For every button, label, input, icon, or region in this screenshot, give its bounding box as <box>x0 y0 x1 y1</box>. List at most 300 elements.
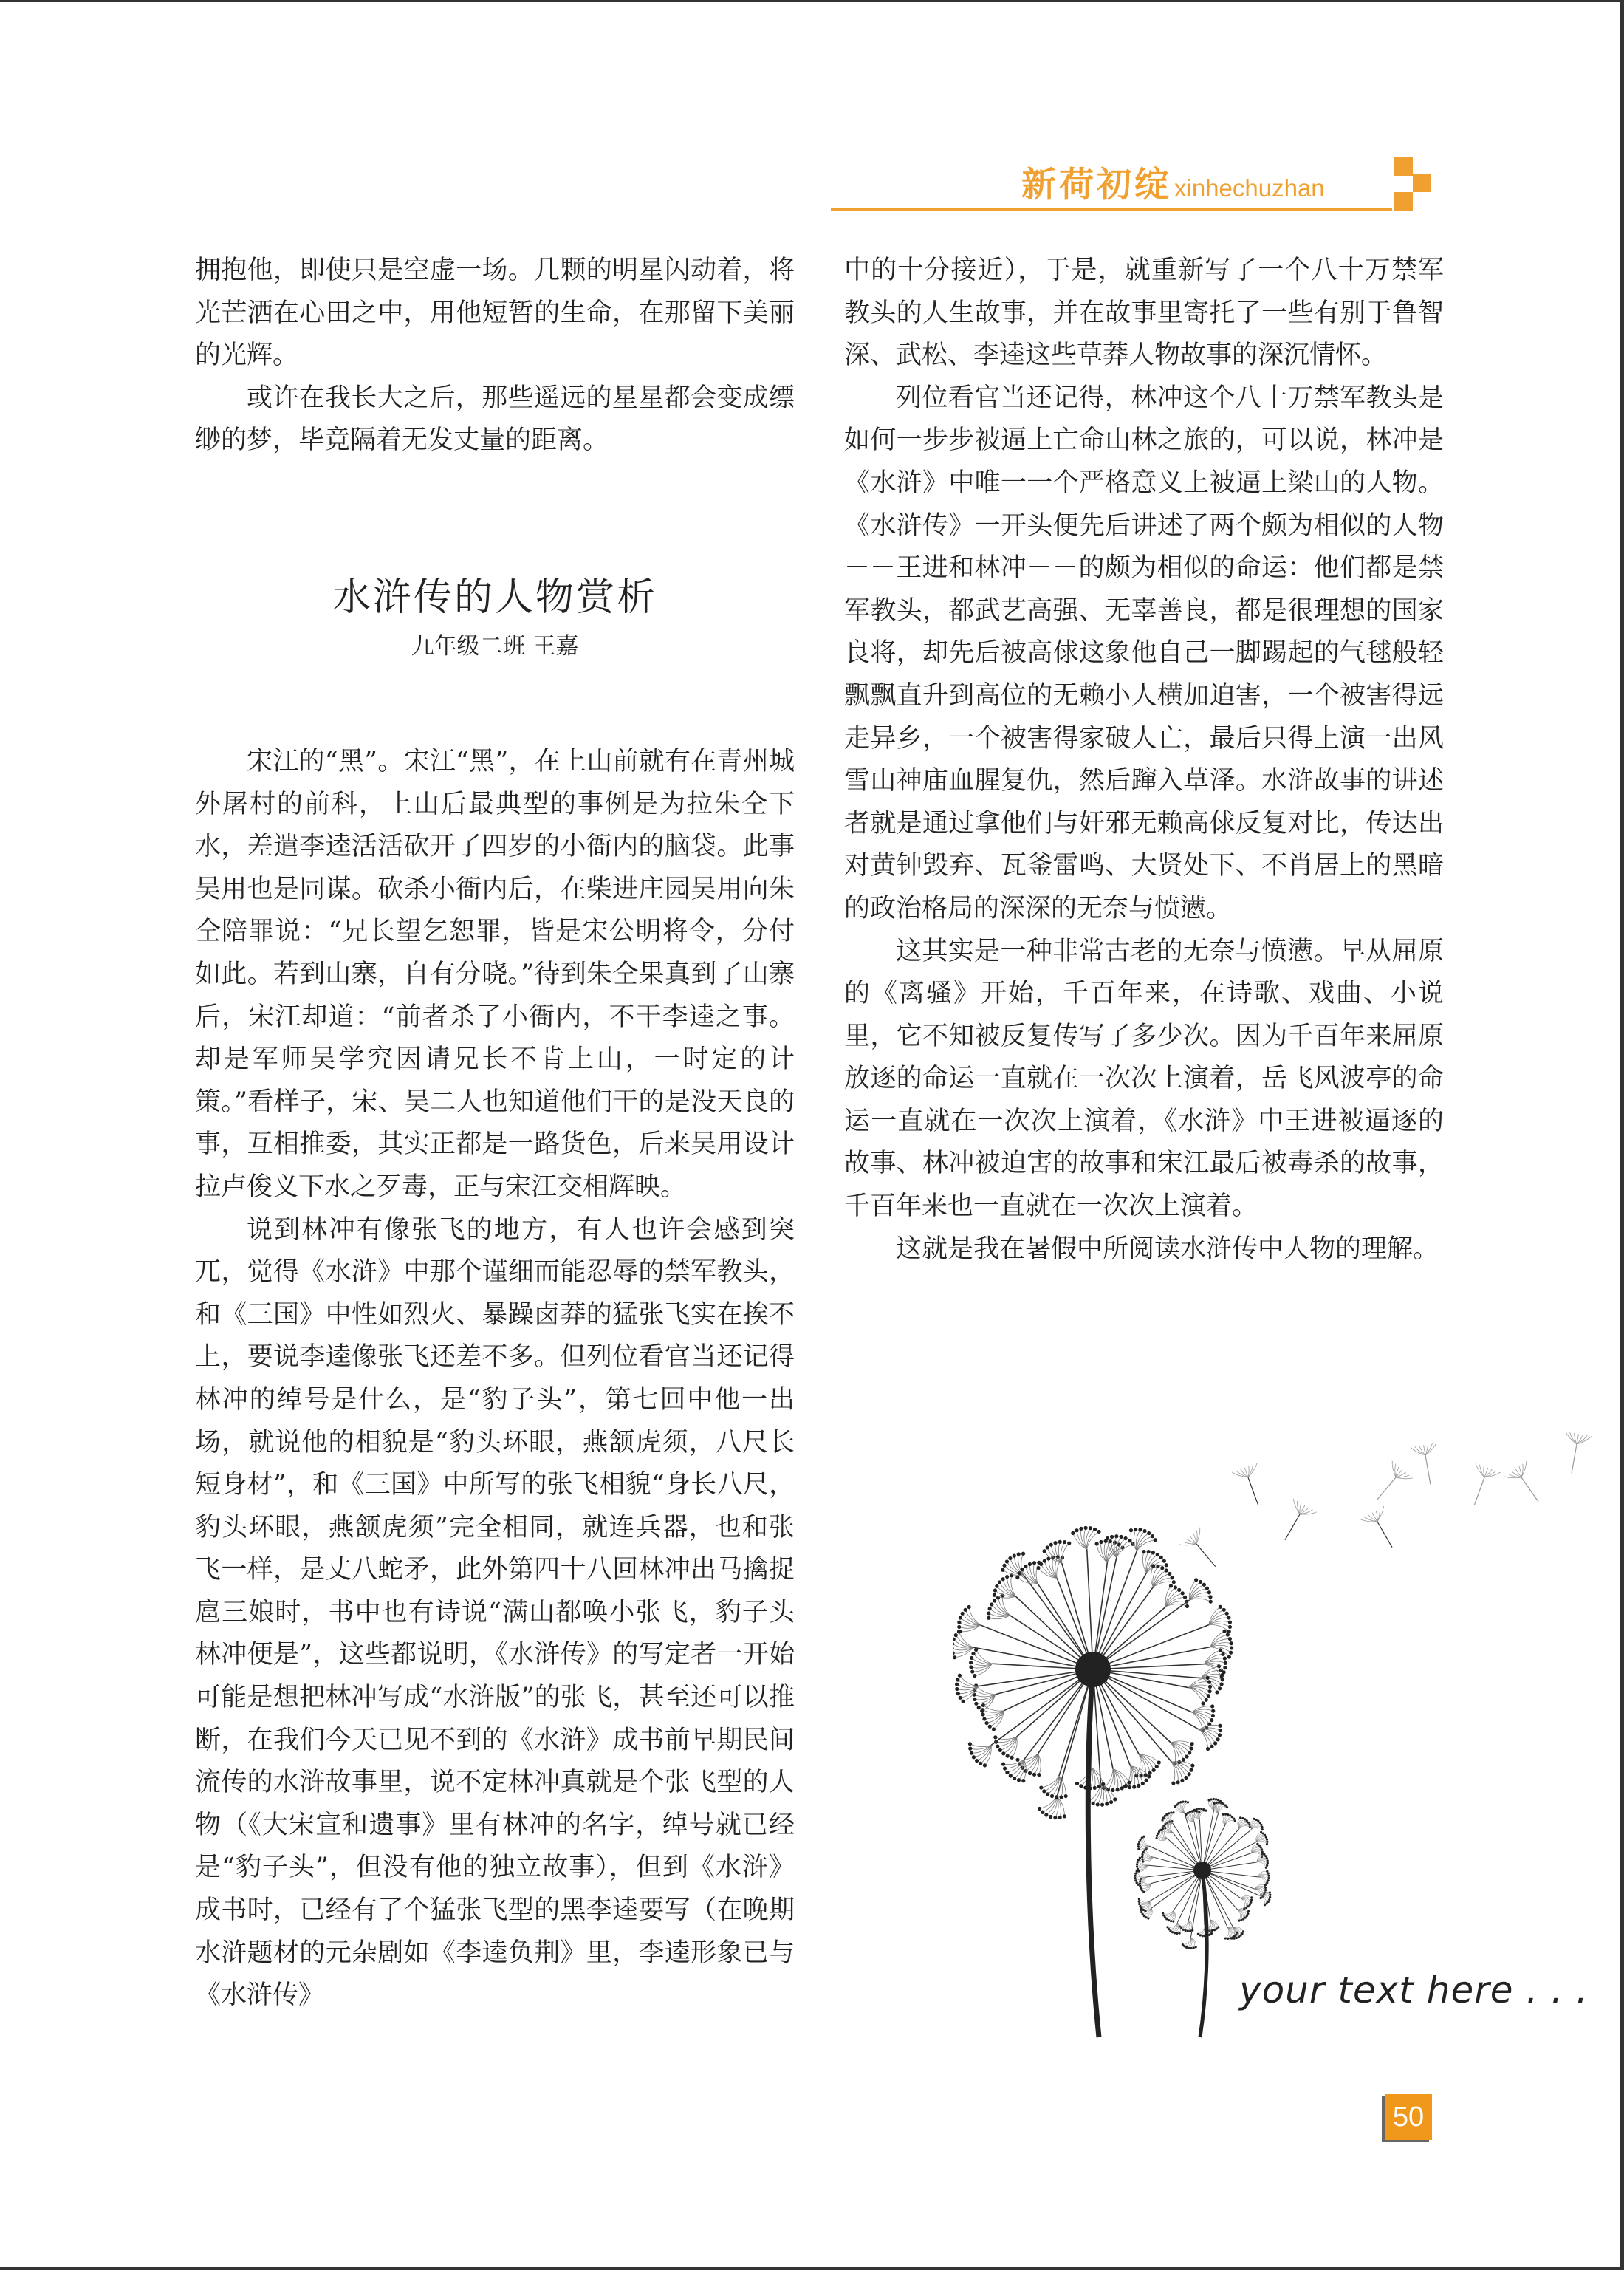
pappus-filament <box>1162 1829 1168 1839</box>
pappus-tip <box>970 1656 973 1660</box>
pappus-tip <box>1230 1646 1233 1649</box>
pappus-filament <box>1189 1599 1210 1601</box>
pappus-tip <box>993 1599 996 1602</box>
pappus-tip <box>1218 1802 1220 1804</box>
decorative-square-icon <box>1394 192 1413 211</box>
pappus-tip <box>1013 1554 1016 1558</box>
pappus-tip <box>1179 1801 1182 1803</box>
pappus-tip <box>957 1621 961 1624</box>
pappus-tip <box>1110 1535 1114 1539</box>
pappus-tip <box>1139 1856 1141 1859</box>
pappus-tip <box>1267 1875 1270 1877</box>
pappus-tip <box>1189 1929 1191 1932</box>
pappus-tip <box>953 1642 954 1646</box>
pappus-tip <box>993 1593 996 1597</box>
pappus-tip <box>1266 1857 1268 1859</box>
pappus-tip <box>1171 1576 1174 1579</box>
pappus-filament <box>976 1686 996 1695</box>
seed-stalk <box>1150 1870 1202 1901</box>
pappus-tip <box>1120 1786 1124 1790</box>
pappus-tip <box>974 1702 978 1706</box>
pappus-tip <box>1230 1641 1233 1645</box>
pappus-tip <box>1266 1881 1268 1884</box>
pappus-tip <box>1202 1583 1206 1587</box>
pappus-tip <box>1211 1709 1215 1713</box>
pappus-tip <box>1137 1859 1140 1861</box>
pappus-tip <box>954 1633 958 1637</box>
pappus-tip <box>1259 1822 1261 1824</box>
pappus-tip <box>1238 1936 1240 1938</box>
pappus-tip <box>1264 1855 1267 1857</box>
pappus-tip <box>1170 1920 1172 1922</box>
pappus-tip <box>959 1696 962 1700</box>
pappus-tip <box>1227 1655 1231 1658</box>
pappus-tip <box>1147 1531 1151 1535</box>
page-number: 50 <box>1385 2094 1432 2140</box>
pappus-tip <box>980 1709 984 1713</box>
pappus-tip <box>1137 1845 1140 1847</box>
pappus-tip <box>1176 1804 1178 1806</box>
pappus-tip <box>975 1759 979 1763</box>
pappus-tip <box>988 1725 992 1729</box>
pappus-tip <box>1247 1910 1250 1912</box>
pappus-tip <box>971 1652 975 1655</box>
pappus-tip <box>1238 1920 1240 1922</box>
pappus-tip <box>1128 1785 1131 1789</box>
pappus-tip <box>1213 1929 1216 1931</box>
pappus-tip <box>1013 1777 1016 1780</box>
pappus-tip <box>1042 1549 1046 1553</box>
pappus-tip <box>1147 1550 1151 1553</box>
paragraph: 列位看官当还记得，林冲这个八十万禁军教头是如何一步步被逼上亡命山林之旅的，可以说，林冲是《水浒》中唯一一个严格意义上被逼上梁山的人物。《水浒传》一开头便先后讲述了两个颇为相似的人物－－王进和林冲－－的颇为相似的命运：他们都是禁军教头，都武艺高强、无辜善良，都是很理想的国家良将，却先后被高俅这象他自己一脚踢起的气毬般轻飘飘直升到高位的无赖小人横加迫害，一个被害得远走异乡，一个被害得家破人亡，最后只得上演一出风雪山神庙血腥复仇，然后蹿入草泽。水浒故事的讲述者就是通过拿他们与奸邪无赖高俅反复对比，传达出对黄钟毁弃、瓦釜雷鸣、大贤处下、不肖居上的黑暗的政治格局的深深的无奈与愤懑。 <box>844 383 1444 923</box>
pappus-tip <box>1188 1947 1190 1949</box>
pappus-filament <box>1040 1796 1058 1809</box>
pappus-tip <box>1049 1815 1052 1819</box>
pappus-tip <box>1152 1768 1156 1772</box>
pappus-tip <box>1216 1928 1218 1930</box>
pappus-tip <box>1101 1782 1105 1786</box>
pappus-tip <box>1084 1526 1088 1530</box>
pappus-tip <box>1191 1811 1193 1813</box>
pappus-tip <box>1043 1559 1046 1563</box>
seed-stalk <box>1093 1625 1209 1669</box>
pappus-tip <box>972 1755 976 1759</box>
pappus-tip <box>1142 1836 1145 1838</box>
pappus-tip <box>988 1607 992 1610</box>
pappus-tip <box>1189 1746 1193 1750</box>
pappus-tip <box>953 1651 955 1655</box>
pappus-tip <box>1137 1861 1139 1863</box>
pappus-tip <box>1246 1915 1248 1917</box>
pappus-tip <box>970 1751 973 1755</box>
pappus-tip <box>1159 1556 1163 1559</box>
pappus-tip <box>1185 1946 1188 1949</box>
pappus-tip <box>1176 1780 1180 1784</box>
pappus-tip <box>1010 1756 1014 1760</box>
pappus-tip <box>1136 1863 1138 1865</box>
pappus-tip <box>1032 1561 1036 1565</box>
pappus-tip <box>1134 1528 1137 1531</box>
pappus-filament <box>1144 1836 1149 1846</box>
pappus-tip <box>1021 1552 1025 1556</box>
pappus-tip <box>1143 1529 1147 1533</box>
pappus-tip <box>1151 1564 1155 1568</box>
pappus-tip <box>1263 1853 1265 1856</box>
pappus-tip <box>1129 1528 1133 1532</box>
pappus-tip <box>1185 1604 1189 1608</box>
seed-stalk <box>1202 1810 1214 1870</box>
pappus-tip <box>1244 1916 1247 1918</box>
pappus-tip <box>1226 1633 1230 1636</box>
pappus-tip <box>1036 1566 1040 1570</box>
pappus-tip <box>1210 1745 1213 1748</box>
pappus-tip <box>1134 1875 1136 1877</box>
pappus-tip <box>1138 1841 1140 1843</box>
pappus-tip <box>1222 1670 1226 1674</box>
pappus-tip <box>1183 1945 1185 1947</box>
pappus-tip <box>1166 1822 1168 1824</box>
article-body-right <box>844 250 1444 1271</box>
pappus-tip <box>1265 1867 1267 1869</box>
pappus-filament <box>1239 1824 1250 1828</box>
pappus-tip <box>1247 1822 1250 1824</box>
pappus-filament <box>1238 1910 1241 1921</box>
pappus-tip <box>1224 1805 1227 1807</box>
pappus-tip <box>1162 1816 1165 1819</box>
previous-article-ending <box>195 250 795 462</box>
paragraph: 或许在我长大之后，那些遥远的星星都会变成缥缈的梦，毕竟隔着无发丈量的距离。 <box>195 383 795 456</box>
pappus-tip <box>1003 1766 1007 1770</box>
pappus-tip <box>1095 1542 1099 1545</box>
pappus-tip <box>1199 1934 1202 1936</box>
paragraph: 拥抱他，即使只是空虚一场。几颗的明星闪动着，将光芒洒在心田之中，用他短暂的生命，在那留下美丽的光辉。 <box>195 256 795 371</box>
pappus-tip <box>1224 1937 1227 1939</box>
pappus-tip <box>1188 1772 1191 1776</box>
pappus-tip <box>1139 1905 1141 1907</box>
pappus-filament <box>1104 1769 1113 1788</box>
pappus-tip <box>1001 1577 1005 1581</box>
pappus-filament <box>1169 1923 1178 1929</box>
pappus-tip <box>1144 1778 1148 1782</box>
pappus-tip <box>1174 1585 1177 1589</box>
pappus-tip <box>1228 1637 1232 1641</box>
pappus-tip <box>1264 1904 1266 1906</box>
small-stem <box>1200 1870 1207 2037</box>
pappus-tip <box>1143 1915 1145 1917</box>
pappus-tip <box>1142 1891 1145 1893</box>
pappus-tip <box>1190 1768 1193 1772</box>
pappus-tip <box>1008 1556 1012 1560</box>
pappus-tip <box>1269 1896 1271 1898</box>
pappus-tip <box>1075 1782 1079 1785</box>
decorative-square-icon <box>1394 157 1413 176</box>
pappus-filament <box>1192 1712 1203 1731</box>
pappus-tip <box>1223 1630 1227 1633</box>
pappus-tip <box>1111 1788 1114 1792</box>
pappus-tip <box>1041 1811 1044 1814</box>
pappus-tip <box>1177 1802 1179 1805</box>
pappus-tip <box>1128 1539 1131 1542</box>
pappus-tip <box>1005 1559 1009 1563</box>
pappus-tip <box>969 1665 973 1669</box>
big-head <box>1075 1652 1111 1687</box>
pappus-tip <box>1210 1932 1213 1935</box>
pappus-tip <box>1168 1572 1171 1576</box>
pappus-filament <box>1041 1776 1059 1788</box>
pappus-tip <box>1172 1811 1174 1813</box>
pappus-tip <box>1137 1884 1140 1886</box>
pappus-filament <box>1225 1820 1236 1825</box>
pappus-tip <box>1260 1824 1262 1826</box>
pappus-filament <box>1142 1838 1149 1846</box>
pappus-tip <box>1187 1801 1189 1803</box>
pappus-tip <box>1269 1891 1271 1893</box>
pappus-tip <box>1137 1784 1140 1788</box>
illustration-caption: your text here . . . <box>1239 1969 1589 2011</box>
pappus-tip <box>1228 1620 1232 1624</box>
pappus-tip <box>1079 1784 1083 1788</box>
pappus-tip <box>1205 1698 1208 1702</box>
pappus-tip <box>1157 1760 1161 1764</box>
pappus-tip <box>1217 1926 1219 1928</box>
pappus-tip <box>1124 1536 1128 1540</box>
article-title: 水浒传的人物赏析 <box>332 575 657 620</box>
pappus-tip <box>1053 1816 1057 1819</box>
pappus-tip <box>1218 1733 1222 1737</box>
pappus-tip <box>1063 1540 1066 1544</box>
pappus-tip <box>1005 1771 1009 1774</box>
pappus-tip <box>983 1763 987 1767</box>
pappus-tip <box>1049 1543 1053 1547</box>
pappus-filament <box>1241 1898 1247 1908</box>
pappus-tip <box>1079 1527 1083 1531</box>
pappus-tip <box>987 1611 990 1615</box>
pappus-tip <box>1005 1575 1009 1579</box>
pappus-tip <box>1017 1778 1021 1782</box>
pappus-filament <box>1252 1853 1262 1857</box>
pappus-tip <box>1168 1919 1170 1921</box>
pappus-tip <box>1262 1832 1264 1834</box>
pappus-tip <box>1120 1535 1123 1539</box>
pappus-tip <box>1151 1551 1155 1554</box>
pappus-tip <box>1208 1595 1212 1599</box>
pappus-tip <box>1219 1682 1223 1686</box>
pappus-tip <box>1053 1541 1057 1545</box>
pappus-tip <box>955 1683 959 1686</box>
pappus-tip <box>1193 1809 1196 1811</box>
pappus-tip <box>1233 1818 1235 1820</box>
pappus-tip <box>1202 1935 1204 1937</box>
pappus-filament <box>970 1744 991 1747</box>
pappus-tip <box>1148 1771 1151 1775</box>
seed-stalk <box>1190 1870 1202 1938</box>
pappus-tip <box>1211 1714 1215 1717</box>
pappus-tip <box>1164 1815 1166 1817</box>
pappus-filament <box>1140 1881 1151 1885</box>
pappus-tip <box>1229 1814 1231 1816</box>
pappus-tip <box>1268 1898 1270 1901</box>
pappus-filament <box>1251 1826 1261 1830</box>
pappus-tip <box>1168 1812 1170 1814</box>
pappus-tip <box>1193 1946 1195 1949</box>
pappus-tip <box>1207 1590 1211 1594</box>
seed-stalk <box>1093 1551 1137 1669</box>
pappus-tip <box>1266 1841 1268 1843</box>
pappus-tip <box>1015 1576 1019 1579</box>
pappus-tip <box>1253 1818 1255 1820</box>
pappus-tip <box>1140 1911 1142 1913</box>
pappus-tip <box>1267 1862 1269 1864</box>
pappus-tip <box>1141 1837 1143 1839</box>
pappus-tip <box>1093 1786 1097 1790</box>
pappus-filament <box>1225 1928 1229 1938</box>
article-body-left <box>195 741 795 2017</box>
pappus-tip <box>1207 1681 1211 1684</box>
pappus-tip <box>1267 1877 1270 1879</box>
pappus-tip <box>1220 1675 1224 1678</box>
pappus-tip <box>1156 1565 1159 1568</box>
pappus-tip <box>1219 1605 1222 1609</box>
pappus-tip <box>1160 1566 1164 1570</box>
pappus-tip <box>1046 1792 1049 1796</box>
pappus-tip <box>1219 1648 1222 1652</box>
flying-seed <box>1273 1499 1316 1547</box>
pappus-filament <box>1259 1895 1267 1904</box>
pappus-tip <box>1132 1785 1136 1789</box>
pappus-tip <box>1176 1932 1178 1935</box>
pappus-tip <box>1218 1686 1222 1690</box>
pappus-tip <box>1134 1877 1136 1879</box>
pappus-tip <box>1261 1826 1263 1828</box>
seed-stalk <box>991 1669 1093 1745</box>
pappus-tip <box>1217 1799 1219 1801</box>
pappus-tip <box>1261 1850 1264 1853</box>
pappus-tip <box>1184 1776 1188 1780</box>
flying-seeds-icon <box>1179 1432 1592 1575</box>
pappus-tip <box>1199 1580 1202 1584</box>
pappus-tip <box>1227 1938 1229 1940</box>
pappus-tip <box>1015 1758 1019 1762</box>
pappus-tip <box>1092 1802 1095 1805</box>
pappus-filament <box>1198 1809 1201 1820</box>
pappus-tip <box>1028 1562 1032 1566</box>
pappus-tip <box>1266 1839 1268 1841</box>
pappus-tip <box>1219 1729 1222 1732</box>
pappus-tip <box>959 1616 962 1619</box>
pappus-tip <box>1202 1808 1205 1811</box>
pappus-tip <box>1261 1848 1263 1850</box>
pappus-tip <box>957 1625 961 1629</box>
pappus-tip <box>1196 1808 1198 1810</box>
pappus-tip <box>1038 1807 1041 1811</box>
flying-seed <box>1366 1461 1412 1509</box>
pappus-tip <box>1265 1836 1267 1838</box>
pappus-tip <box>1244 1818 1246 1820</box>
pappus-tip <box>1142 1913 1144 1915</box>
pappus-tip <box>1141 1782 1145 1785</box>
pappus-tip <box>1224 1813 1227 1816</box>
pappus-tip <box>1267 1901 1270 1903</box>
pappus-tip <box>1266 1843 1268 1845</box>
pappus-tip <box>961 1612 965 1616</box>
pappus-tip <box>1158 1830 1160 1833</box>
pappus-tip <box>1216 1802 1218 1804</box>
pappus-filament <box>1218 1808 1227 1814</box>
flying-seed <box>1179 1528 1225 1576</box>
pappus-tip <box>1250 1898 1253 1901</box>
pappus-tip <box>1269 1894 1271 1896</box>
pappus-tip <box>981 1712 985 1716</box>
section-pinyin: xinhechuzhan <box>1174 174 1325 202</box>
pappus-tip <box>1105 1802 1109 1805</box>
pappus-tip <box>1106 1536 1109 1540</box>
pappus-tip <box>1139 1839 1141 1841</box>
pappus-tip <box>1241 1817 1244 1819</box>
paragraph: 这就是我在暑假中所阅读水浒传中人物的理解。 <box>896 1234 1439 1264</box>
pappus-filament <box>1145 1850 1153 1857</box>
pappus-tip <box>1064 1794 1068 1798</box>
pappus-tip <box>1114 1534 1118 1538</box>
pappus-tip <box>1042 1789 1046 1793</box>
pappus-tip <box>1220 1802 1222 1804</box>
pappus-tip <box>1021 1779 1025 1782</box>
pappus-filament <box>1225 1819 1234 1825</box>
pappus-filament <box>1142 1854 1153 1858</box>
pappus-filament <box>1137 1754 1140 1776</box>
pappus-tip <box>1162 1914 1165 1916</box>
pappus-tip <box>1223 1657 1227 1661</box>
pappus-tip <box>995 1584 998 1588</box>
pappus-tip <box>1209 1600 1213 1604</box>
pappus-tip <box>1100 1803 1104 1807</box>
pappus-tip <box>1200 1808 1202 1810</box>
pappus-tip <box>1224 1661 1227 1665</box>
pappus-tip <box>1172 1580 1176 1584</box>
flying-seed <box>1462 1463 1500 1510</box>
pappus-tip <box>1191 1929 1193 1932</box>
pappus-tip <box>1177 1588 1181 1592</box>
pappus-filament <box>1239 1825 1250 1828</box>
pappus-tip <box>1024 1565 1027 1568</box>
pappus-tip <box>1198 1808 1200 1810</box>
pappus-tip <box>1165 1568 1168 1572</box>
pappus-tip <box>1260 1846 1262 1848</box>
pappus-tip <box>1055 1795 1058 1799</box>
pappus-tip <box>1113 1797 1117 1801</box>
pappus-tip <box>1197 1933 1199 1935</box>
article-byline: 九年级二班 王嘉 <box>411 633 579 660</box>
pappus-tip <box>1140 1907 1142 1910</box>
pappus-tip <box>1267 1859 1269 1862</box>
pappus-tip <box>1210 1798 1213 1800</box>
pappus-tip <box>1213 1798 1215 1800</box>
pappus-tip <box>1139 1885 1141 1887</box>
pappus-tip <box>956 1678 959 1681</box>
pappus-tip <box>1205 1587 1209 1590</box>
pappus-tip <box>1154 1538 1157 1542</box>
pappus-tip <box>1165 1813 1168 1816</box>
pappus-tip <box>1182 1929 1185 1931</box>
pappus-tip <box>1208 1685 1212 1689</box>
pappus-tip <box>1162 1912 1164 1914</box>
pappus-tip <box>956 1692 960 1695</box>
flying-seed <box>1558 1432 1592 1475</box>
pappus-tip <box>1236 1937 1238 1939</box>
pappus-tip <box>1174 1805 1176 1808</box>
pappus-tip <box>1099 1540 1103 1544</box>
pappus-tip <box>1127 1781 1131 1785</box>
pappus-tip <box>1136 1881 1138 1884</box>
